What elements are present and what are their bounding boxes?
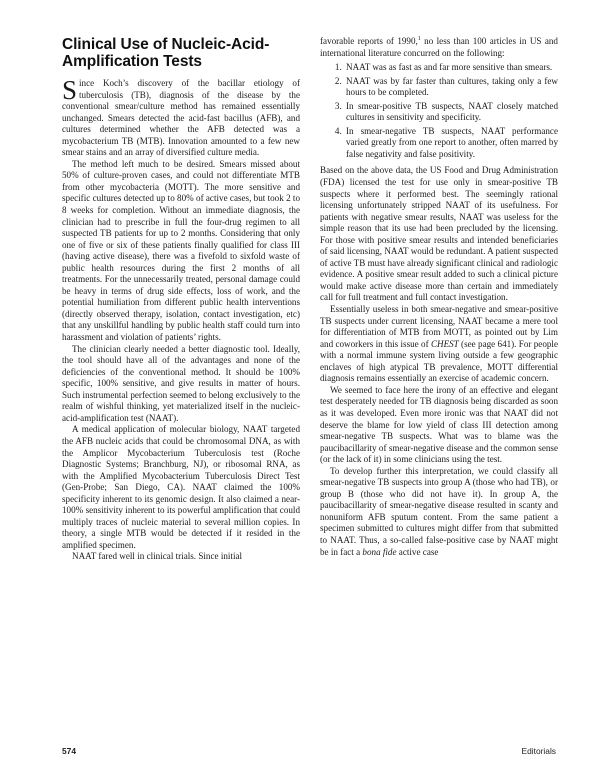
paragraph-fda: Based on the above data, the US Food and Drug Administration (FDA) licensed the test for use only in smear-positive TB suspects where it performed best. The seemingly rational licensing unfortunately stripped NAAT of its usefulness. For patients with negative smear results, NAAT was useless for the simple reason that its use had been precluded by the licensing. For those with positive smear results and intended beneficiaries of said licensing, NAAT would be redundant. A patient suspected of active TB must have already significant clinical and radiologic evidence. A positive smear result added to such a clinical picture would make active disease more than certain and immediately call for full treatment and full contact investigation. [320, 165, 558, 303]
section-label: Editorials [521, 746, 556, 756]
list-item: 3. In smear-positive TB suspects, NAAT closely matched cultures in sensitivity and specificity. [344, 101, 558, 124]
useless-text-a: Essentially useless in both smear-negative and smear-positive TB suspects under current licensing, NAAT became a mere tool for differentiation of MTB from MOTT, as pointed out by Lim and coworkers in this issue of [320, 304, 558, 349]
list-item: 2. NAAT was by far faster than cultures, taking only a few hours to be completed. [344, 76, 558, 99]
bona-fide-phrase: bona fide [362, 546, 397, 557]
reference-superscript: 1 [417, 35, 421, 42]
paragraph-method: The method left much to be desired. Smears missed about 50% of culture-proven cases, and could not differentiate MTB from other mycobacteria (MOTT). The more sensitive and specific cultures detected up to 80% of active cases, but took 2 to 8 weeks for completion. Without an immediate diagnosis, the clinician had to prescribe in full the four-drug regimen to all suspected TB patients for up to 2 months. Considering that only one of five or six of these patients finally qualified for class III (having active disease), there was a fivefold to sixfold waste of public health resources during the first 2 months of all treatments. For the unnecessarily treated, personal damage could be heavy in terms of drug side effects, loss of work, and the potential humiliation from different public health interventions (directly observed therapy, isolation, contact investigation, etc) that any unskillful handling by public health staff could turn into harassment and violation of patients’ rights. [62, 158, 300, 343]
paragraph-irony: We seemed to face here the irony of an effective and elegant test desperately needed for TB diagnosis being discarded as soon as it was developed. Even more ironic was that NAAT did not deserve the blame for low yield of class III detection among smear-negative TB suspects. What was to blame was the paucibacillarity of smear-negative disease and the common sense (or the lack of it) in some clinicians using the test. [320, 384, 558, 465]
findings-list [320, 62, 558, 160]
list-item: 1. NAAT was as fast as and far more sensitive than smears. [344, 62, 558, 74]
journal-name: CHEST [430, 338, 459, 349]
drop-cap: S [62, 75, 78, 105]
paragraph-reports [320, 36, 558, 59]
classify-text-a: To develop further this interpretation, we could classify all smear-negative TB suspects into group A (those who had TB), or group B (those who did not have it). In group A, the paucibacillarity of smear-negative disease resulted in scanty and nonuniform AFB sputum content. From the same patient a specimen submitted to cultures might differ from that submitted to NAAT. Thus, a so-called false-positive case by NAAT might be in fact a [320, 465, 558, 557]
paragraph-intro-text: ince Koch’s discovery of the bacillar etiology of tuberculosis (TB), diagnosis of the disease by the conventional smear/culture method has remained essentially unchanged. Smears detected the acid-fast bacillus (AFB), and cultures determined whether the AFB detected was a mycobacterium TB (MTB). Innovation amounted to a few new smear stains and an array of diversified culture media. [62, 78, 300, 158]
paragraph-need: The clinician clearly needed a better diagnostic tool. Ideally, the tool should have all of the advantages and none of the deficiencies of the conventional method. It should be 100% specific, 100% sensitive, and give results in matter of hours. Such instrumental perfection seemed to belong exclusively to the realm of wishful thinking, yet materialized itself in the nucleic-acid-amplification test (NAAT). [62, 343, 300, 423]
paragraph-molecular: A medical application of molecular biology, NAAT targeted the AFB nucleic acids that could be chromosomal DNA, as with the Amplicor Mycobacterium Tuberculosis test (Roche Diagnostic Systems; Branchburg, NJ), or ribosomal RNA, as with the Amplified Mycobacterium Tuberculosis Direct Test (Gen-Probe; San Diego, CA). NAAT claimed the 100% specificity inherent to its genomic design. It also claimed a near-100% sensitivity inherent to its powerful amplification that could multiply traces of nucleic material to several million copies. In theory, a single MTB would be detected if it resided in the amplified specimen. [62, 424, 300, 550]
classify-text-b: active case [396, 546, 439, 557]
paragraph-classify [320, 466, 558, 558]
paragraph-trials: NAAT fared well in clinical trials. Since initial [72, 551, 243, 562]
paragraph-useless [320, 304, 558, 385]
right-column [320, 36, 558, 558]
page-number: 574 [62, 746, 76, 756]
list-item: 4. In smear-negative TB suspects, NAAT performance varied greatly from one report to another, often marred by false negativity and false positivity. [344, 126, 558, 161]
reports-text-b: no less than 100 articles in US and international literature concurred on the following: [320, 36, 558, 58]
useless-text-b: (see page 641). For people with a normal immune system living outside a few geographic enclaves of high atypical TB prevalence, MOTT differential diagnosis remains essentially an exercise of academic concern. [320, 338, 558, 384]
reports-text-a: favorable reports of 1990, [320, 36, 418, 46]
article-title: Clinical Use of Nucleic-Acid-Amplification Tests [62, 36, 270, 70]
paragraph-intro [62, 75, 300, 159]
left-column [62, 36, 300, 563]
